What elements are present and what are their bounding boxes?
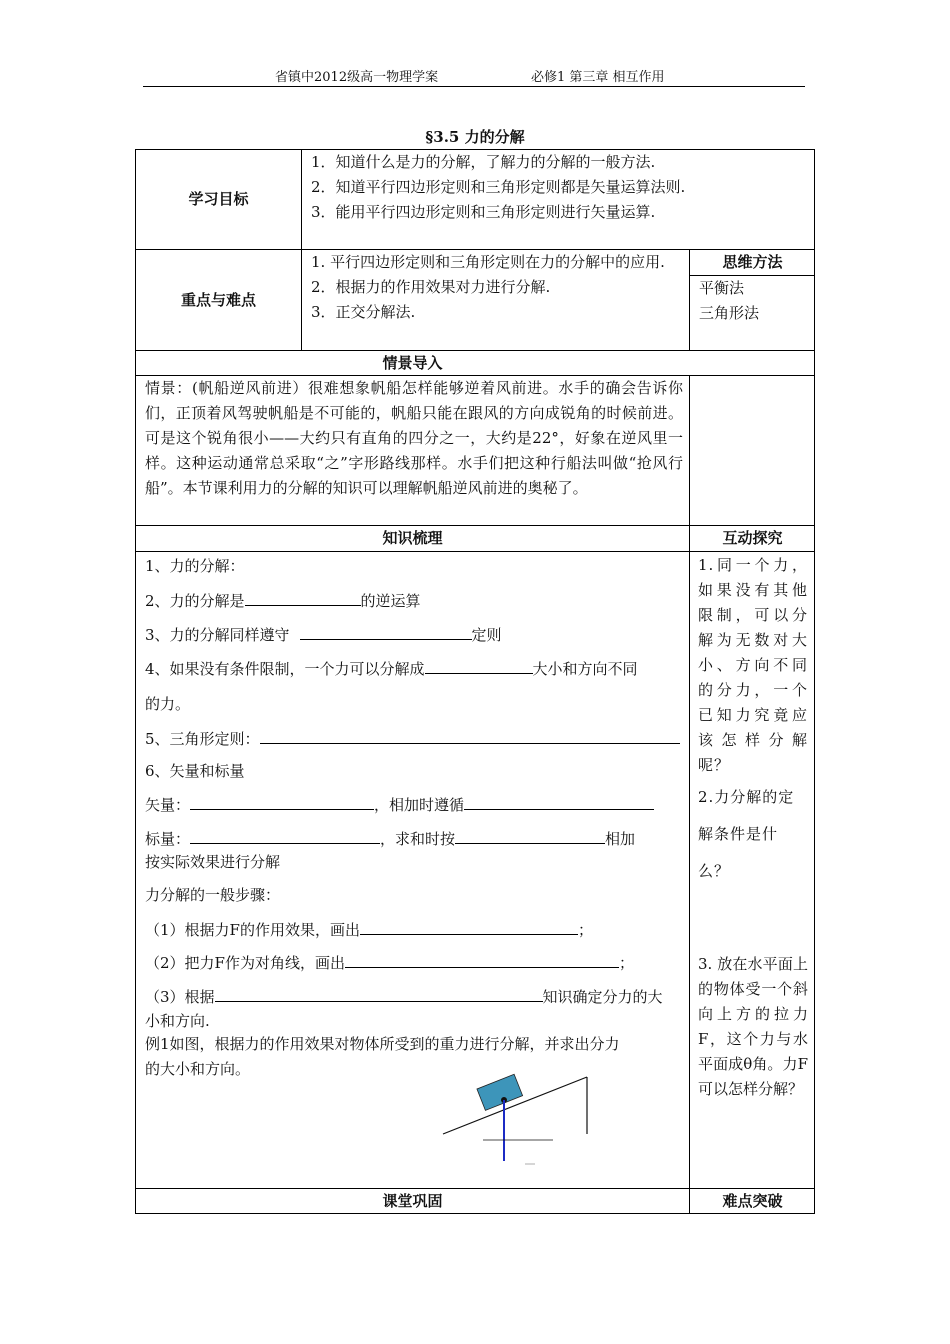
knowledge-line-10: 力分解的一般步骤： bbox=[145, 886, 281, 904]
explore-question-3: 3. 放在水平面上的物体受一个斜向上方的拉力F，这个力与水平面成θ角。力F可以怎样分解？ bbox=[698, 955, 808, 1098]
answer-blank[interactable] bbox=[260, 727, 680, 744]
explore-question-2: 2.力分解的定解条件是什么？ bbox=[698, 788, 795, 880]
example-line-2: 的大小和方向。 bbox=[145, 1060, 251, 1078]
explore-label: 互动探究 bbox=[722, 529, 783, 547]
table-rule bbox=[135, 551, 815, 552]
knowledge-line-4b: 的力。 bbox=[145, 695, 191, 713]
answer-blank[interactable] bbox=[215, 985, 543, 1002]
methods-list bbox=[699, 276, 809, 326]
table-rule bbox=[301, 149, 302, 350]
knowledge-line-8: 标量： ，求和时按 相加 bbox=[145, 827, 635, 849]
knowledge-line-6: 6、矢量和标量 bbox=[145, 762, 245, 780]
header-right: 必修1 第三章 相互作用 bbox=[531, 70, 665, 85]
page-title: §3.5 力的分解 bbox=[425, 128, 525, 146]
method-item: 三角形法 bbox=[699, 304, 760, 322]
answer-blank[interactable] bbox=[190, 793, 374, 810]
answer-blank[interactable] bbox=[464, 793, 654, 810]
answer-blank[interactable] bbox=[190, 827, 380, 844]
keypoints-list bbox=[311, 250, 686, 325]
keypoint-item: 3．正交分解法. bbox=[311, 303, 416, 321]
method-item: 平衡法 bbox=[699, 279, 745, 297]
page-header bbox=[143, 64, 805, 87]
step-3: （3）根据 知识确定分力的大 bbox=[145, 985, 663, 1007]
header-left: 省镇中2012级高一物理学案 bbox=[275, 70, 439, 85]
knowledge-line-4: 4、如果没有条件限制，一个力可以分解成 大小和方向不同 bbox=[145, 657, 638, 679]
keypoint-item: 1. 平行四边形定则和三角形定则在力的分解中的应用. bbox=[311, 253, 665, 271]
step-1: （1）根据力F的作用效果，画出 ； bbox=[145, 918, 593, 940]
keypoints-label: 重点与难点 bbox=[180, 291, 256, 309]
objectives-list bbox=[311, 150, 686, 225]
keypoint-item: 2．根据力的作用效果对力进行分解. bbox=[311, 278, 551, 296]
explore-question-1: 1.同一个力，如果没有其他限制，可以分解为无数对大小、方向不同的分力，一个已知力究竟应该怎样分解呢？ bbox=[698, 556, 808, 774]
answer-blank[interactable] bbox=[300, 623, 472, 640]
answer-blank[interactable] bbox=[360, 918, 578, 935]
method-label: 思维方法 bbox=[722, 253, 783, 271]
knowledge-line-3: 3、力的分解同样遵守 定则 bbox=[145, 623, 502, 645]
objective-item: 1．知道什么是力的分解，了解力的分解的一般方法. bbox=[311, 153, 656, 171]
knowledge-line-7: 矢量： ，相加时遵循 bbox=[145, 793, 654, 815]
knowledge-line-1: 1、力的分解： bbox=[145, 557, 245, 575]
objectives-label: 学习目标 bbox=[188, 190, 249, 208]
scenario-label: 情景导入 bbox=[382, 354, 443, 372]
table-rule bbox=[689, 375, 690, 1214]
answer-blank[interactable] bbox=[345, 951, 619, 968]
incline-diagram bbox=[435, 1070, 605, 1170]
step-2: （2）把力F作为对角线，画出 ； bbox=[145, 951, 634, 973]
knowledge-label: 知识梳理 bbox=[382, 529, 443, 547]
scenario-text: 情景：(帆船逆风前进）很难想象帆船怎样能够逆着风前进。水手的确会告诉你们，正顶着风驾驶帆船是不可能的，帆船只能在跟风的方向成锐角的时候前进。可是这个锐角很小——大约只有直角的四分之一，大约是22°，好象在逆风里一样。这种运动通常总采取“之”字形路线那样。水手们把这种行船法叫做“抢风行船”。本节课利用力的分解的知识可以理解帆船逆风前进的奥秘了。 bbox=[145, 379, 683, 497]
step-3-cont: 小和方向. bbox=[145, 1012, 210, 1030]
example-line-1: 例1如图，根据力的作用效果对物体所受到的重力进行分解，并求出分力 bbox=[145, 1035, 620, 1053]
knowledge-line-2: 2、力的分解是 的逆运算 bbox=[145, 589, 421, 611]
answer-blank[interactable] bbox=[425, 657, 533, 674]
knowledge-line-5: 5、三角形定则： bbox=[145, 727, 680, 749]
consolidate-label: 课堂巩固 bbox=[382, 1192, 443, 1210]
objective-item: 3．能用平行四边形定则和三角形定则进行矢量运算. bbox=[311, 203, 656, 221]
knowledge-line-9: 按实际效果进行分解 bbox=[145, 853, 281, 871]
breakthrough-label: 难点突破 bbox=[722, 1192, 783, 1210]
objective-item: 2．知道平行四边形定则和三角形定则都是矢量运算法则. bbox=[311, 178, 686, 196]
answer-blank[interactable] bbox=[455, 827, 605, 844]
answer-blank[interactable] bbox=[245, 589, 361, 606]
